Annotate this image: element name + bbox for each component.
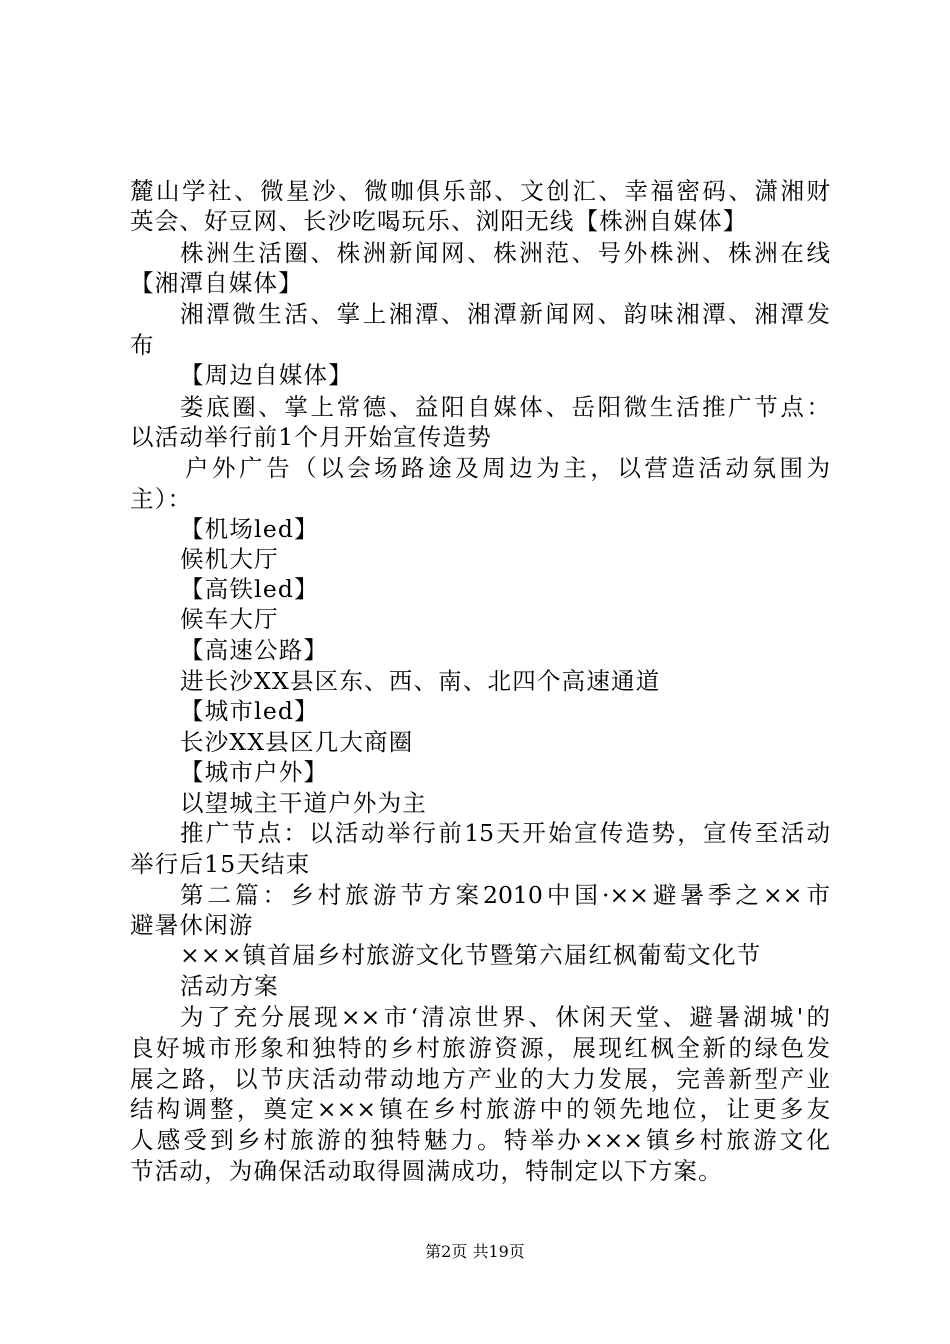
body-line-3: 株洲生活圈、株洲新闻网、株洲范、号外株洲、株洲在线 <box>180 239 830 267</box>
body-line-29: 良好城市形象和独特的乡村旅游资源，展现红枫全新的绿色发 <box>130 1034 830 1062</box>
body-line-17: 进长沙XX县区东、西、南、北四个高速通道 <box>180 667 661 695</box>
body-line-15: 候车大厅 <box>180 605 279 633</box>
body-line-4: 【湘潭自媒体】 <box>130 269 303 297</box>
body-line-27: 活动方案 <box>180 972 279 1000</box>
body-line-23: 举行后15天结束 <box>130 850 311 878</box>
body-line-19: 长沙XX县区几大商圈 <box>180 728 414 756</box>
body-line-22: 推广节点：以活动举行前15天开始宣传造势，宣传至活动 <box>180 819 830 847</box>
body-line-21: 以望城主干道户外为主 <box>180 789 427 817</box>
body-line-26: ×××镇首届乡村旅游文化节暨第六届红枫葡萄文化节 <box>180 941 762 969</box>
body-line-8: 娄底圈、掌上常德、益阳自媒体、岳阳微生活推广节点： <box>180 393 830 421</box>
body-line-9: 以活动举行前1个月开始宣传造势 <box>130 423 492 451</box>
body-line-16: 【高速公路】 <box>180 636 329 664</box>
body-line-12: 【机场led】 <box>180 515 319 543</box>
body-line-32: 人感受到乡村旅游的独特魅力。特举办×××镇乡村旅游文化 <box>130 1126 830 1154</box>
body-line-2: 英会、好豆网、长沙吃喝玩乐、浏阳无线【株洲自媒体】 <box>130 207 748 235</box>
body-line-31: 结构调整，奠定×××镇在乡村旅游中的领先地位，让更多友 <box>130 1095 830 1123</box>
body-line-18: 【城市led】 <box>180 697 319 725</box>
body-line-10: 户外广告（以会场路途及周边为主，以营造活动氛围为 <box>185 454 830 482</box>
body-line-24: 第二篇：乡村旅游节方案2010中国·××避暑季之××市 <box>180 881 830 909</box>
body-line-28: 为了充分展现××市‘清凉世界、休闲天堂、避暑湖城'的 <box>180 1003 830 1031</box>
body-line-30: 展之路，以节庆活动带动地方产业的大力发展，完善新型产业 <box>130 1065 830 1093</box>
body-line-11: 主）： <box>130 485 193 513</box>
page-number-footer: 第2页 共19页 <box>425 1242 525 1261</box>
body-line-6: 布 <box>130 331 155 359</box>
body-line-14: 【高铁led】 <box>180 575 319 603</box>
body-line-1: 麓山学社、微星沙、微咖俱乐部、文创汇、幸福密码、潇湘财 <box>130 177 830 205</box>
body-line-5: 湘潭微生活、掌上湘潭、湘潭新闻网、韵味湘潭、湘潭发 <box>180 300 830 328</box>
body-line-7: 【周边自媒体】 <box>180 361 353 389</box>
body-line-25: 避暑休闲游 <box>130 911 254 939</box>
body-line-13: 候机大厅 <box>180 545 279 573</box>
body-line-33: 节活动，为确保活动取得圆满成功，特制定以下方案。 <box>130 1157 723 1185</box>
body-line-20: 【城市户外】 <box>180 758 329 786</box>
